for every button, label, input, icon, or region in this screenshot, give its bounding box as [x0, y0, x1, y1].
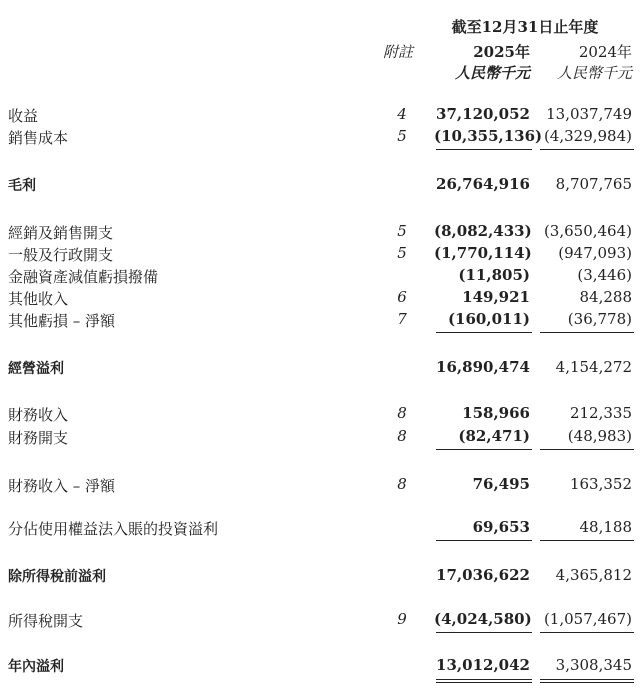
row-label: 所得稅開支 [8, 612, 84, 630]
row-current-value: (4,024,580) [434, 610, 532, 628]
period-header [0, 16, 640, 37]
row-prior-value: (4,329,984) [543, 127, 632, 145]
row-gross-profit [0, 175, 640, 195]
row-note: 4 [397, 105, 407, 123]
row-label: 其他收入 [8, 290, 69, 308]
row-note: 8 [397, 475, 407, 493]
row-current-value: (10,355,136) [434, 127, 543, 145]
row-prior-value: 3,308,345 [555, 656, 632, 674]
row-current-value: (11,805) [458, 266, 530, 284]
row-label: 分佔使用權益法入賬的投資溢利 [8, 520, 219, 538]
subtotal-rule-prior [540, 449, 634, 450]
total-double-rule-current [436, 679, 532, 683]
row-note: 9 [397, 610, 407, 628]
year-current-header: 2025年 [473, 43, 530, 61]
total-double-rule-prior [540, 679, 634, 683]
row-current-value: 76,495 [472, 475, 530, 493]
row-current-value: 69,653 [472, 518, 530, 536]
row-revenue [0, 105, 640, 125]
row-distribution-selling [0, 222, 640, 242]
subtotal-rule-prior [540, 540, 634, 541]
row-label: 經營溢利 [8, 361, 64, 377]
row-cost-of-sales [0, 127, 640, 147]
row-current-value: (1,770,114) [434, 244, 532, 262]
row-prior-value: (48,983) [567, 427, 632, 445]
row-current-value: 17,036,622 [436, 566, 530, 584]
subtotal-rule-prior [540, 332, 634, 333]
year-prior-header: 2024年 [578, 43, 632, 61]
row-finance-income [0, 404, 640, 424]
row-share-of-profit-investments [0, 518, 640, 538]
row-current-value: 16,890,474 [436, 358, 530, 376]
row-current-value: (160,011) [447, 310, 530, 328]
row-prior-value: 4,365,812 [555, 566, 632, 584]
row-label: 除所得稅前溢利 [8, 569, 106, 585]
row-prior-value: 48,188 [579, 518, 632, 536]
row-other-income [0, 288, 640, 308]
row-prior-value: (3,650,464) [543, 222, 632, 240]
row-prior-value: 212,335 [569, 404, 632, 422]
row-note: 6 [397, 288, 407, 306]
subtotal-rule-current [436, 449, 532, 450]
row-finance-costs [0, 427, 640, 447]
unit-current-header: 人民幣千元 [454, 64, 530, 82]
row-current-value: 26,764,916 [436, 175, 530, 193]
row-label: 其他虧損 – 淨額 [8, 312, 116, 330]
row-label: 毛利 [8, 178, 36, 194]
row-label: 財務收入 – 淨額 [8, 477, 116, 495]
row-current-value: 37,120,052 [436, 105, 530, 123]
subtotal-rule-prior [540, 632, 634, 633]
subtotal-rule-current [436, 632, 532, 633]
row-income-tax-expense [0, 610, 640, 630]
row-general-admin [0, 244, 640, 264]
subtotal-rule-prior [540, 149, 634, 150]
row-label: 經銷及銷售開支 [8, 224, 114, 242]
row-note: 5 [397, 222, 407, 240]
row-operating-profit [0, 358, 640, 378]
row-current-value: (8,082,433) [434, 222, 532, 240]
row-label: 年內溢利 [8, 659, 64, 675]
row-prior-value: 8,707,765 [555, 175, 632, 193]
row-prior-value: 4,154,272 [555, 358, 632, 376]
row-label: 金融資產減值虧損撥備 [8, 268, 159, 286]
row-prior-value: 163,352 [569, 475, 632, 493]
unit-prior-header: 人民幣千元 [556, 64, 632, 82]
row-note: 8 [397, 404, 407, 422]
subtotal-rule-current [436, 332, 532, 333]
row-prior-value: (3,446) [577, 266, 632, 284]
row-profit-before-tax [0, 566, 640, 586]
row-label: 財務開支 [8, 429, 69, 447]
row-label: 收益 [8, 107, 39, 125]
subtotal-rule-current [436, 540, 532, 541]
row-current-value: 149,921 [462, 288, 530, 306]
row-prior-value: (947,093) [558, 244, 632, 262]
row-note: 8 [397, 427, 407, 445]
row-impairment-provision [0, 266, 640, 286]
row-note: 5 [397, 127, 407, 145]
row-label: 銷售成本 [8, 129, 69, 147]
period-header-text: 截至12月31日止年度 [451, 18, 599, 36]
row-note: 5 [397, 244, 407, 262]
row-prior-value: 84,288 [579, 288, 632, 306]
row-finance-income-net [0, 475, 640, 495]
row-current-value: (82,471) [458, 427, 530, 445]
row-prior-value: (1,057,467) [543, 610, 632, 628]
row-current-value: 158,966 [462, 404, 530, 422]
row-label: 財務收入 [8, 406, 69, 424]
row-other-losses-net [0, 310, 640, 330]
row-prior-value: 13,037,749 [546, 105, 632, 123]
row-label: 一般及行政開支 [8, 246, 114, 264]
row-current-value: 13,012,042 [436, 656, 530, 674]
row-prior-value: (36,778) [567, 310, 632, 328]
row-profit-for-year [0, 656, 640, 676]
subtotal-rule-current [436, 149, 532, 150]
note-column-header: 附註 [383, 43, 414, 61]
row-note: 7 [397, 310, 407, 328]
